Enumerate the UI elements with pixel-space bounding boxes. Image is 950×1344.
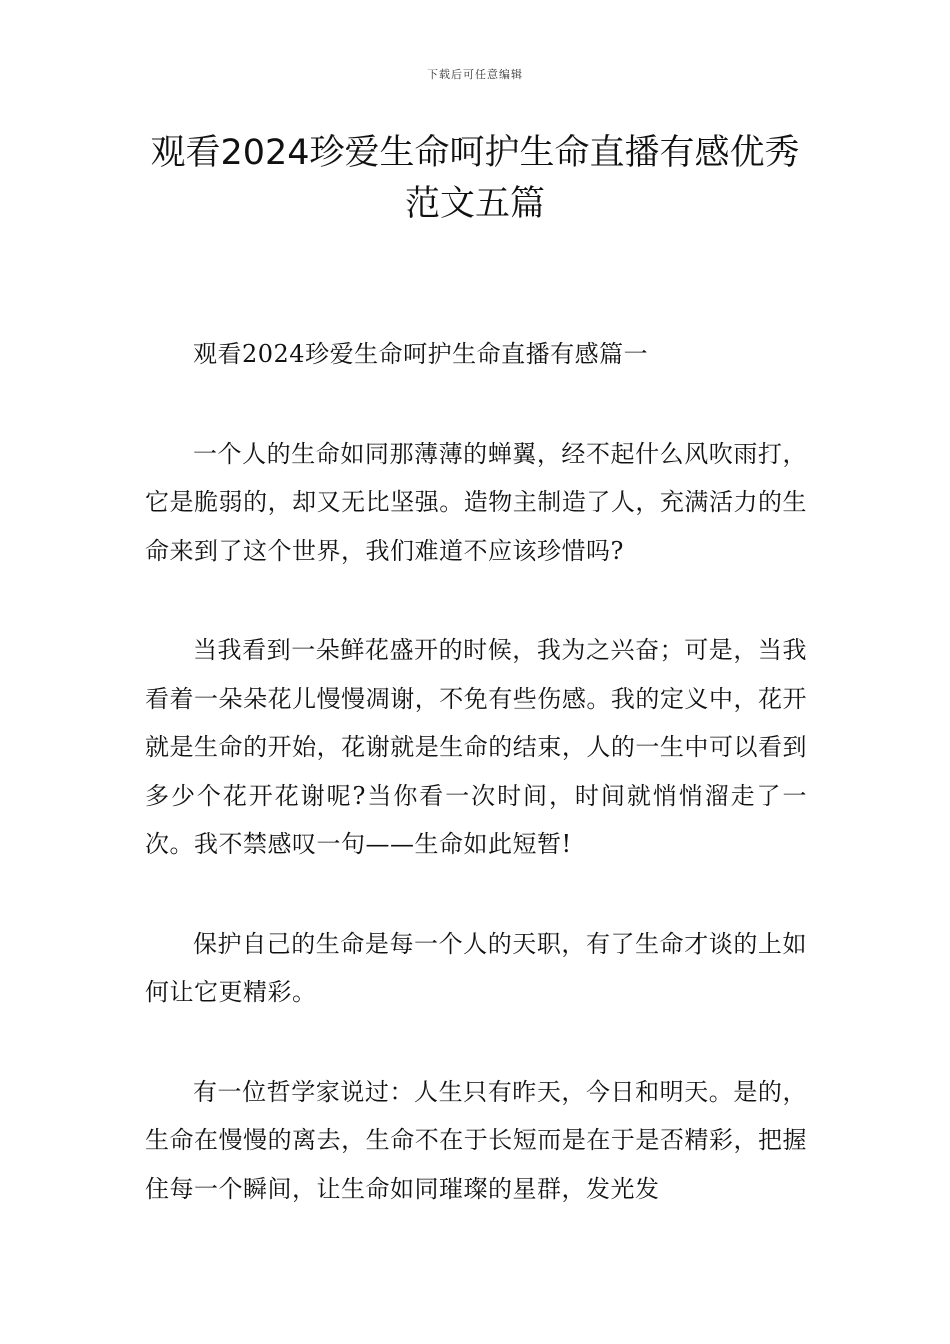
header-note: 下载后可任意编辑 — [427, 68, 523, 81]
section-heading: 观看2024珍爱生命呵护生命直播有感篇一 — [193, 340, 649, 368]
document-body — [145, 330, 807, 1264]
paragraph-3: 保护自己的生命是每一个人的天职，有了生命才谈的上如何让它更精彩。 — [145, 929, 807, 1006]
paragraph-4: 有一位哲学家说过：人生只有昨天，今日和明天。是的，生命在慢慢的离去，生命不在于长短而是在于是否精彩，把握住每一个瞬间，让生命如同璀璨的星群，发光发 — [145, 1077, 807, 1203]
paragraph-1: 一个人的生命如同那薄薄的蝉翼，经不起什么风吹雨打，它是脆弱的，却又无比坚强。造物主制造了人，充满活力的生命来到了这个世界，我们难道不应该珍惜吗? — [145, 439, 807, 565]
paragraph-2: 当我看到一朵鲜花盛开的时候，我为之兴奋；可是，当我看着一朵朵花儿慢慢凋谢，不免有些伤感。我的定义中，花开就是生命的开始，花谢就是生命的结束，人的一生中可以看到多少个花开花谢呢?当你看一次时间，时间就悄悄溜走了一次。我不禁感叹一句——生命如此短暂! — [145, 636, 807, 858]
document-title: 观看2024珍爱生命呵护生命直播有感优秀范文五篇 — [150, 133, 800, 224]
